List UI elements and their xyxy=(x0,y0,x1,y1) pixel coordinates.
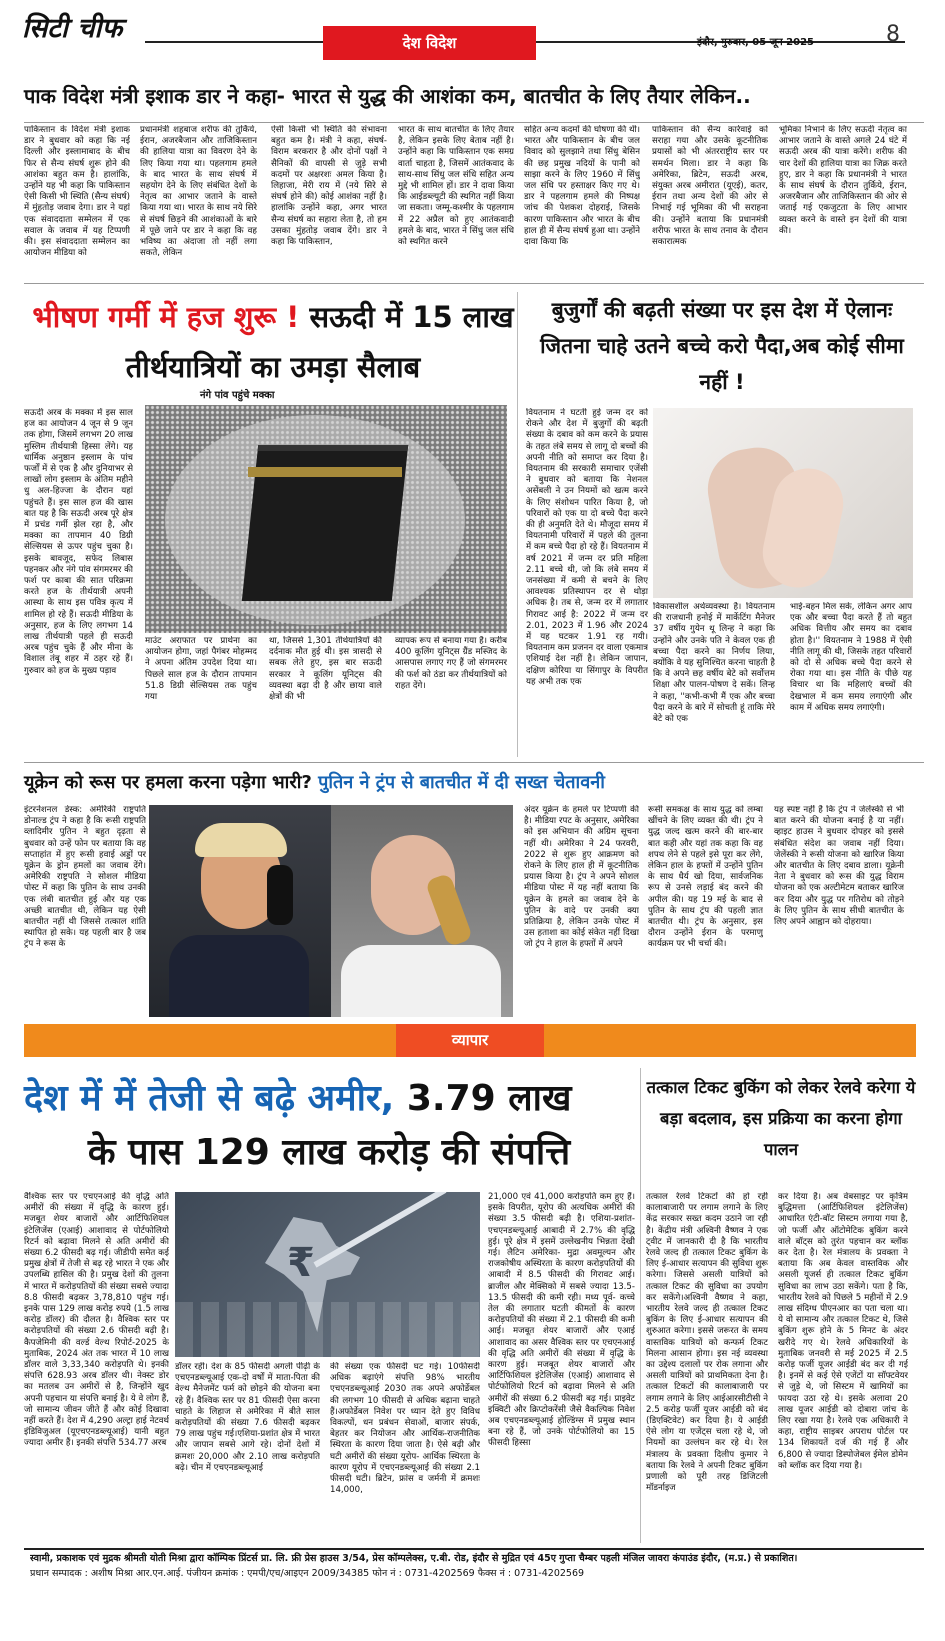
story1-col-3: ऐसी किसी भी स्थिति की संभावना बहुत कम है। मंत्री ने कहा, संघर्ष-विराम बरकरार है और दोनों पक्षों ने सैनिकों की वापसी से जुड़े सभी कदमों पर अक्षरशः अमल किया है। लिहाजा, मेरी राय में (नये सिरे से संघर्ष होने की) कोई आशंका नहीं है। हालांकि उन्होंने कहा, अगर भारत सैन्य संघर्ष का सहारा लेता है, तो हम उसका मुंहतोड़ जवाब देंगे। डार ने कहा कि पाकिस्तान, xyxy=(271,125,387,248)
story1-top-rule xyxy=(24,122,924,123)
putin-photo-half xyxy=(331,805,513,1017)
vertical-rule-2 xyxy=(640,1068,641,1543)
story1-col-1: पाकिस्तान के विदेश मंत्री इशाक डार ने बुधवार को कहा कि नई दिल्ली और इस्लामाबाद के बीच फिर से सैन्य संघर्ष शुरू होने की आशंका बहुत कम है। हालांकि, उन्होंने यह भी कहा कि पाकिस्तान ऐसी किसी भी स्थिति (सैन्य संघर्ष) में मुंहतोड़ जवाब देगा। डार ने यहां एक संवाददाता सम्मेलन में एक सवाल के जवाब में यह टिप्पणी की। इस संवाददाता सम्मेलन का आयोजन मीडिया को xyxy=(24,125,130,259)
story5-col-1: वैश्विक स्तर पर एचएनआई की वृद्धि अति अमीरों की संख्या में वृद्धि के कारण हुई। मजबूत शेयर बाजारों और आर्टिफिशियल इंटेलिजेंस (एआई) आशावाद से पोर्टफोलियो रिटर्न को बढ़ावा मिलने से अति अमीरों की संख्या 6.2 फीसदी बढ़ गई। जीडीपी समेत कई प्रमुख क्षेत्रों में तेजी से बढ़ रहे भारत ने एक और उपलब्धि हासिल की है। प्रमुख देशों की तुलना में भारत में करोड़पतियों की संख्या सबसे ज्यादा 8.8 फीसदी बढ़कर 3,78,810 पहुंच गई। इनके पास 129 लाख करोड़ रुपये (1.5 लाख करोड़ डॉलर) की दौलत है। वैश्विक स्तर पर करोड़पतियों की संख्या 2.6 फीसदी बढ़ी है। कैपजेमिनी की वर्ल्ड वेल्थ रिपोर्ट-2025 के मुताबिक, 2024 अंत तक भारत में 10 लाख डॉलर वाले 3,33,340 करोड़पति थे। इनकी संपत्ति 628.93 अरब डॉलर थी। नेक्स्ट डोर का मतलब उन अमीरों से है, जिन्होंने खुद अपनी पहचान या संपत्ति बनाई है। ये वे लोग हैं, जो सामान्य जीवन जीते हैं और कोई दिखावा नहीं करते हैं। देश में 4,290 अल्ट्रा हाई नेटवर्थ इंडिविजुअल (यूएचएनडब्ल्यूआई) यानी बहुत ज्यादा अमीर हैं। इनकी संपत्ति 534.77 अरब xyxy=(24,1192,169,1449)
paper-name: सिटी चीफ xyxy=(22,13,123,44)
phone-icon-left xyxy=(267,865,293,925)
business-banner-label: व्यापार xyxy=(396,1024,544,1057)
story2-col-2: माउंट अराफात पर प्रार्थना का आयोजन होगा, जहां पैगंबर मोहम्मद ने अपना अंतिम उपदेश दिया था।पिछले साल हज के दौरान तापमान 51.8 डिग्री सेल्सियस तक पहुंच गया xyxy=(145,636,257,703)
story3-col-2: विकासशील अर्थव्यवस्था है। वियतनाम की राजधानी हनोई में मार्केटिंग मैनेजर 37 वर्षीय गुयेन थू लिन्ह ने कहा कि उन्होंने और उनके पति ने केवल एक ही बच्चा पैदा करने का निर्णय लिया, क्योंकि वे यह सुनिश्चित करना चाहती है कि वे अपने छह वर्षीय बेटे को सर्वोत्तम शिक्षा और पालन-पोषण दे सकें। लिन्ह ने कहा, ''कभी-कभी मैं एक और बच्चा पैदा करने के बारे में सोचती हूं ताकि मेरे बेटे को एक xyxy=(653,602,775,725)
story5-headline-blue: देश में में तेजी से बढ़े अमीर, xyxy=(24,1078,395,1119)
bar-graphic xyxy=(175,1302,480,1357)
rupee-icon: ₹ xyxy=(287,1240,315,1286)
story5-col-2: डॉलर रही। देश के 85 फीसदी अगली पीढ़ी के एचएनडब्ल्यूआई एक-दो वर्षों में माता-पिता की वेल्थ मैनेजमेंट फर्म को छोड़ने की योजना बना रहे हैं। वैश्विक स्तर पर 81 फीसदी ऐसा करना चाहते के लिहाज से अमेरिका में बीते साल करोड़पतियों की संख्या 7.6 फीसदी बढ़कर 79 लाख पहुंच गई।एशिया-प्रशांत क्षेत्र में भारत और जापान सबसे आगे रहे। दोनों देशों में क्रमशः 20,000 और 2.10 लाख करोड़पति बढ़े। चीन में एचएनडब्ल्यूआई xyxy=(175,1362,320,1473)
story1-headline: पाक विदेश मंत्री इशाक डार ने कहा- भारत से युद्ध की आशंका कम, बातचीत के लिए तैयार लेकिन.. xyxy=(24,84,751,108)
kaaba-photo xyxy=(145,405,507,633)
section-title: देश विदेश xyxy=(323,26,536,60)
story2-headline xyxy=(24,292,522,392)
baby-hands-photo xyxy=(653,408,913,598)
story4-col-2: अंदर यूक्रेन के हमले पर टिप्पणी की है। मीडिया रपट के अनुसार, अमेरिका को इस अभियान की अग्रिम सूचना नहीं थी। अमेरिका ने 24 फरवरी, 2022 से शुरू हुए आक्रमण को रोकने के लिए हाल ही में कूटनीतिक प्रयास किया है। ट्रंप ने अपने सोशल मीडिया पोस्ट में यह नहीं बताया कि यूक्रेन के हमले का जवाब देने के पुतिन के वादे पर उनकी क्या प्रतिक्रिया है, लेकिन उनके पोस्ट में उस हताशा का कोई संकेत नहीं दिखा जो ट्रंप ने हाल के हफ्तों में अपने xyxy=(524,805,639,950)
story4-col-3: रूसी समकक्ष के साथ युद्ध को लम्बा खींचने के लिए व्यक्त की थी। ट्रंप ने युद्ध जल्द खत्म करने की बार-बार बात कही और यहां तक कहा कि वह शपथ लेने से पहले इसे पूरा कर लेंगे, लेकिन हाल के हफ्तों में उन्होंने पुतिन के साथ धैर्य खो दिया, सार्वजनिक रूप से उनसे लड़ाई बंद करने की अपील की। यह 19 मई के बाद से पुतिन के साथ ट्रंप की पहली ज्ञात बातचीत थी। ट्रंप के अनुसार, इस दौरान उन्होंने ईरान के परमाणु कार्यक्रम पर भी चर्चा की। xyxy=(648,805,763,950)
putin-suit xyxy=(341,945,501,1017)
vertical-rule-1 xyxy=(517,292,518,757)
wealth-growth-photo xyxy=(175,1192,480,1357)
story6-col-1: तत्काल रेलवे टिकटों की हो रही कालाबाजारी पर लगाम लगाने के लिए केंद्र सरकार सख्त कदम उठाने जा रही है। केंद्रीय मंत्री अश्विनी वैष्णव ने एक ट्वीट में जानकारी दी है कि भारतीय रेलवे जल्द ही तत्काल टिकट बुकिंग के लिए ई-आधार सत्यापन की सुविधा शुरू करेगा। जिससे असली यात्रियों को तत्काल टिकट की सुविधा का उपयोग कर सकेंगे।अश्विनी वैष्णव ने कहा, भारतीय रेलवे जल्द ही तत्काल टिकट बुकिंग के लिए ई-आधार सत्यापन की शुरुआत करेगा। इससे जरूरत के समय वास्तविक यात्रियों को कन्फर्म टिकट मिलना आसान होगा। इस नई व्यवस्था का उद्देश्य दलालों पर रोक लगाना और असली यात्रियों को प्राथमिकता देना है। तत्काल टिकटों की कालाबाजारी पर लगाम लगाने के लिए आईआरसीटीसी ने 2.5 करोड़ फर्जी यूजर आईडी को बंद (डिएक्टिवेट) कर दिया है। ये आईडी ऐसे लोग या एजेंट्स चला रहे थे, जो नियमों का उल्लंघन कर रहे थे। रेल मंत्रालय के प्रवक्ता दिलीप कुमार ने बताया कि रेलवे ने अपनी टिकट बुकिंग प्रणाली को पूरी तरह डिजिटली मॉडर्नाइज xyxy=(646,1192,768,1494)
trump-suit xyxy=(169,935,309,1017)
page-number: 8 xyxy=(886,22,900,47)
story2-col-1: सऊदी अरब के मक्का में इस साल हज का आयोजन 4 जून से 9 जून तक होगा, जिसमें लगभग 20 लाख मुस्लिम तीर्थयात्री हिस्सा लेंगे। यह धार्मिक अनुष्ठान इस्लाम के पांच फर्जों में से एक है और दुनियाभर से लाखों लोग इस्लाम के अंतिम महीने धु अल-हिज्जा के दौरान यहां पहुंचते हैं। इस साल हज की खास बात यह है कि सऊदी अरब पूरे क्षेत्र में प्रचंड गर्मी झेल रहा है, और मक्का का तापमान 40 डिग्री सेल्सियस से ऊपर पहुंच चुका है। इसके बावजूद, सफेद लिबास पहनकर और नंगे पांव संगमरमर की फर्श पर काबा की सात परिक्रमा करते हज के तीर्थयात्री अपनी आस्था के साथ इस पवित्र कृत्य में शामिल हो रहे हैं। सऊदी मीडिया के अनुसार, हज के लिए लगभग 14 लाख तीर्थयात्री पहले ही सऊदी अरब पहुंच चुके हैं और मीना के विशाल तंबू शहर में ठहर रहे हैं। गुरुवार को हज के मुख्य पड़ाव xyxy=(24,408,133,676)
business-banner xyxy=(24,1024,916,1057)
story5-headline-line-1 xyxy=(24,1072,634,1126)
footer-rule xyxy=(24,1548,924,1550)
dateline: इंदौर, गुरुवार, 05 जून 2025 xyxy=(697,37,814,48)
story2-col-4: व्यापक रूप से बनाया गया है। करीब 400 कूलिंग यूनिट्स ग्रैंड मस्जिद के आसपास लगाए गए हैं जो संगमरमर की फर्श को ठंडा कर तीर्थयात्रियों को राहत देंगे। xyxy=(395,636,507,691)
story1-col-6: पाकिस्तान की सैन्य कार्रवाई को सराहा गया और उसके कूटनीतिक प्रयासों को भी अंतरराष्ट्रीय स्तर पर समर्थन मिला। डार ने कहा कि अमेरिका, ब्रिटेन, सऊदी अरब, संयुक्त अरब अमीरात (यूएई), कतर, ईरान तथा अन्य देशों की ओर से निभाई गई भूमिका की भी सराहना की। उन्होंने बताया कि प्रधानमंत्री शरीफ भारत के साथ तनाव के दौरान सकारात्मक xyxy=(652,125,768,248)
story4-col-1: इंटरनेशनल डेस्क: अमेरिकी राष्ट्रपति डोनाल्ड ट्रंप ने कहा है कि रूसी राष्ट्रपति व्लादिमीर पुतिन ने बहुत दृढ़ता से बुधवार को उन्हें फोन पर बताया कि वह सप्ताहांत में हुए रूसी हवाई अड्डों पर यूक्रेन के ड्रोन हमलों का जवाब देंगे। अमेरिकी राष्ट्रपति ने सोशल मीडिया पोस्ट में कहा कि पुतिन के साथ उनकी एक लंबी बातचीत हुई और यह एक अच्छी बातचीत थी, लेकिन यह ऐसी बातचीत नहीं थी जिससे तत्काल शांति स्थापित हो सके। यह पहली बार है जब ट्रंप ने रूस के xyxy=(24,805,146,950)
story2-headline-black: सऊदी में 15 लाख तीर्थयात्रियों का उमड़ा सैलाब xyxy=(125,300,514,384)
story2-photo-caption: नंगे पांव पहुंचे मक्का xyxy=(200,390,275,401)
story6-col-2: कर दिया है। अब वेबसाइट पर कृत्रिम बुद्धिमत्ता (आर्टिफिशियल इंटेलिजेंस) आधारित एंटी-बॉट सिस्टम लगाया गया है, जो फर्जी और ऑटोमेटिक बुकिंग करने वाले बॉट्स को तुरंत पहचान कर ब्लॉक कर देता है। रेल मंत्रालय के प्रवक्ता ने बताया कि अब केवल वास्तविक और असली यूजर्स ही तत्काल टिकट बुकिंग सुविधा का लाभ उठा सकेंगे। पता है कि, भारतीय रेलवे को पिछले 5 महीनों में 2.9 लाख संदिग्ध पीएनआर का पता चला था। ये वो सामान्य और तत्काल टिकट थे, जिसे बुकिंग शुरू होने के 5 मिनट के अंदर खरीदे गए थे। रेलवे अधिकारियों के मुताबिक जनवरी से मई 2025 में 2.5 करोड़ फर्जी यूजर आईडी बंद कर दी गई है। इनमें से कई ऐसे एजेंटों या सॉफ्टवेयर से जुड़े थे, जो सिस्टम में खामियों का फायदा उठा रहे थे। इसके अलावा 20 लाख यूजर आईडी को दोबारा जांच के लिए रखा गया है। रेलवे एक अधिकारी ने कहा, राष्ट्रीय साइबर अपराध पोर्टल पर 134 शिकायतें दर्ज की गई हैं और 6,800 से ज्यादा डिस्पोजेबल ईमेल डोमेन को ब्लॉक कर दिया गया है। xyxy=(778,1192,908,1471)
trump-putin-photo xyxy=(149,805,513,1017)
story6-headline: तत्काल टिकट बुकिंग को लेकर रेलवे करेगा ये बड़ा बदलाव, इस प्रक्रिया का करना होगा पालन xyxy=(646,1078,916,1159)
story1-bottom-rule xyxy=(24,283,924,284)
story3-headline: बुजुर्गों की बढ़ती संख्या पर इस देश में ऐलानः जितना चाहे उतने बच्चे करो पैदा,अब कोई सीमा नहीं ! xyxy=(540,298,904,394)
story2-headline-red: भीषण गर्मी में हज शुरू ! xyxy=(32,300,300,334)
story4-headline-black: यूक्रेन को रूस पर हमला करना पड़ेगा भारी? xyxy=(24,772,312,793)
story1-col-5: सहित अन्य कदमों की घोषणा की थी। भारत और पाकिस्तान के बीच जल विवाद को सुलझाने तथा सिंधु बेसिन की छह प्रमुख नदियों के पानी को साझा करने के लिए 1960 में सिंधु जल संधि पर हस्ताक्षर किए गए थे। डार ने पहलगाम हमले की निष्पक्ष जांच की पेशकश दोहराई, जिसके कारण पाकिस्तान और भारत के बीच हाल ही में सैन्य संघर्ष हुआ था। उन्होंने दावा किया कि xyxy=(524,125,640,248)
story4-headline-blue: पुतिन ने ट्रंप से बातचीत में दी सख्त चेतावनी xyxy=(318,772,605,793)
story4-col-4: यह स्पष्ट नहीं है कि ट्रंप ने जेलेंस्की से भी बात करने की योजना बनाई है या नहीं। व्हाइट हाउस ने बुधवार दोपहर को इससे संबंधित संदेश का जवाब नहीं दिया। जेलेंस्की ने रूसी योजना को खारिज किया और बातचीत के लिए दबाव डाला। यूक्रेनी नेता ने बुधवार को रूस की युद्ध विराम योजना को एक अल्टीमेटम बताकर खारिज कर दिया और युद्ध पर गतिरोध को तोड़ने के लिए पुतिन के साथ सीधी बातचीत के लिए अपने आह्वान को दोहराया। xyxy=(774,805,904,928)
story5-headline-black-1: 3.79 लाख xyxy=(406,1078,572,1119)
story1-col-2: प्रधानमंत्री शहबाज शरीफ की तुर्किये, ईरान, अजरबैजान और ताजिकिस्तान की हालिया यात्रा का विवरण देने के लिए किया गया था। पहलगाम हमले के बाद भारत के साथ संघर्ष में सहयोग देने के लिए संबंधित देशों के नेतृत्व का आभार जताने के वास्ते किया गया था। भारत के साथ नये सिरे से संघर्ष छिड़ने की आशंकाओं के बारे में पूछे जाने पर डार ने कहा कि वह भविष्य का अंदाजा तो नहीं लगा सकते, लेकिन xyxy=(140,125,257,259)
growth-arrow-icon xyxy=(314,1192,447,1268)
story1-col-7: भूमिका निभाने के लिए सऊदी नेतृत्व का आभार जताने के वास्ते अगले 24 घंटे में सऊदी अरब की यात्रा करेंगे। शरीफ की चार देशों की हालिया यात्रा का जिक्र करते हुए, डार ने कहा कि प्रधानमंत्री ने भारत के साथ संघर्ष के दौरान तुर्किये, ईरान, अजरबैजान और ताजिकिस्तान की ओर से जताई गई एकजुटता के लिए आभार व्यक्त करने के वास्ते इन देशों की यात्रा की। xyxy=(779,125,907,236)
mid-rule-1 xyxy=(24,762,924,763)
story3-col-1: वियतनाम ने घटती हुई जन्म दर को रोकने और देश में बुजुर्गों की बढ़ती संख्या के दबाव को कम करने के प्रयास के तहत लंबे समय से लागू दो बच्चों की अपनी नीति को समाप्त कर दिया है। वियतनाम की सरकारी समाचार एजेंसी ने बुधवार को बताया कि नेशनल असेंबली ने उन नियमों को खत्म करने के लिए संशोधन पारित किया है, जो परिवारों को एक या दो बच्चे पैदा करने की ही अनुमति देते थे। मौजूदा समय में वियतनामी परिवारों में पहले की तुलना में कम बच्चे पैदा हो रहे हैं। वियतनाम में वर्ष 2021 में जन्म दर प्रति महिला 2.11 बच्चे थी, जो कि लंबे समय में जनसंख्या में कमी से बचने के लिए आवश्यक प्रतिस्थापन दर से थोड़ा अधिक है। तब से, जन्म दर में लगातार गिरावट आई है: 2022 में जन्म दर 2.01, 2023 में 1.96 और 2024 में यह घटकर 1.91 रह गयी। वियतनाम कम प्रजनन दर वाला एकमात्र एशियाई देश नहीं है। लेकिन जापान, दक्षिण कोरिया या सिंगापुर के विपरीत यह अभी तक एक xyxy=(526,408,648,687)
footer-line-1: स्वामी, प्रकाशक एवं मुद्रक श्रीमती योती मिश्रा द्वारा कॉम्पिक प्रिंटर्स प्रा. लि. फ्री प्रेस हाउस 3/54, प्रेस कॉम्पलेक्स, ए.बी. रोड, इंदौर से मुद्रित एवं 45ए गुप्ता चैम्बर पहली मंजिल जावरा कंपाउंड इंदौर, (म.प्र.) से प्रकाशित। xyxy=(30,1553,798,1564)
story5-headline xyxy=(24,1072,634,1180)
trump-photo-half xyxy=(149,805,331,1017)
kaaba-gold-band xyxy=(248,467,402,477)
story3-col-3: भाई-बहन मिल सके, लेकिन अगर आप एक और बच्चा पैदा करते हैं तो बहुत अधिक वित्तीय और समय का दबाव होता है।'' वियतनाम ने 1988 में ऐसी नीति लागू की थी, जिसके तहत परिवारों को दो से अधिक बच्चे पैदा करने से रोका गया था। इस नीति के पीछे यह विचार था कि महिलाएं बच्चों की देखभाल में कम समय लगाएंगी और काम में अधिक समय लगाएंगी। xyxy=(790,602,912,713)
story5-headline-line-2: के पास 129 लाख करोड़ की संपत्ति xyxy=(87,1132,571,1173)
story2-col-3: था, जिससे 1,301 तीर्थयात्रियों की दर्दनाक मौत हुई थी। इस त्रासदी से सबक लेते हुए, इस बार सऊदी सरकार ने कूलिंग यूनिट्स की व्यवस्था बढ़ा दी है और छाया वाले क्षेत्रों की भी xyxy=(269,636,382,703)
story5-col-3: की संख्या एक फीसदी घट गई। 10फीसदी अधिक बढ़ाएंगे संपत्ति 98% भारतीय एचएनडब्ल्यूआई 2030 तक अपने अफोर्डेबल की लगभग 10 फीसदी से अधिक बढ़ाना चाहते हैं।अफोर्डेबल निवेश पर ध्यान देते हुए विविध विकल्पों, धन प्रबंधन सेवाओं, बाजार संपर्क, बेहतर कर नियोजन और आर्थिक-राजनीतिक स्थिरता के कारण दिया जाता है। ऐसे बढ़ी और घटी अमीरों की संख्या यूरोप- आर्थिक स्थिरता के कारण यूरोप में एचएनडब्ल्यूआई की संख्या 2.1 फीसदी घटी। ब्रिटेन, फ्रांस व जर्मनी में क्रमशः 14,000, xyxy=(330,1362,480,1496)
trump-hair xyxy=(195,823,287,857)
footer-line-2: प्रधान सम्पादक : अशीष मिश्रा आर.एन.आई. पंजीयन क्रमांक : एमपी/एच/आइएन 2009/34385 फोन नं : 0731-4202569 फैक्स नं : 0731-4202569 xyxy=(30,1568,585,1579)
story4-headline xyxy=(24,768,924,798)
story5-col-4: 21,000 एवं 41,000 करोड़पति कम हुए हैं। इसके विपरीत, यूरोप की अत्यधिक अमीरों की संख्या 3.5 फीसदी बढ़ी है। एशिया-प्रशांत- एचएनडब्ल्यूआई आबादी में 2.7% की वृद्धि हुई। पूरे क्षेत्र में इसमें उल्लेखनीय भिन्नता देखी गई। लैटिन अमेरिका- मुद्रा अवमूल्यन और राजकोषीय अस्थिरता के कारण करोड़पतियों की आबादी में 8.5 फीसदी की गिरावट आई। ब्राजील और मेक्सिको में सबसे ज्यादा 13.5-13.5 फीसदी की कमी रही। मध्य पूर्व- कच्चे तेल की लगातार घटती कीमतों के कारण करोड़पतियों की संख्या में 2.1 फीसदी की कमी आई। मजबूत शेयर बाजारों और एआई आशावाद का असर वैश्विक स्तर पर एचएनआई की वृद्धि अति अमीरों की संख्या में वृद्धि के कारण हुई। मजबूत शेयर बाजारों और आर्टिफिशियल इंटेलिजेंस (एआई) आशावाद से पोर्टफोलियो रिटर्न को बढ़ावा मिलने से अति अमीरों की संख्या 6.2 फीसदी बढ़ गई। प्राइवेट इक्विटी और क्रिप्टोकरेंसी जैसे वैकल्पिक निवेश अब एचएनडब्ल्यूआई होल्डिंग्स में प्रमुख स्थान बना रहे हैं, जो उनके पोर्टफोलियो का 15 फीसदी हिस्सा xyxy=(488,1192,635,1449)
story1-col-4: भारत के साथ बातचीत के लिए तैयार है, लेकिन इसके लिए बेताब नहीं है। उन्होंने कहा कि पाकिस्तान एक समग्र वार्ता चाहता है, जिसमें आतंकवाद के साथ-साथ सिंधु जल संधि सहित अन्य मुद्दे भी शामिल हों। डार ने दावा किया कि आईडब्ल्यूटी की स्थगित नहीं किया जा सकता। जम्मू-कश्मीर के पहलगाम में 22 अप्रैल को हुए आतंकवादी हमले के बाद, भारत ने सिंधु जल संधि को स्थगित करने xyxy=(398,125,514,248)
